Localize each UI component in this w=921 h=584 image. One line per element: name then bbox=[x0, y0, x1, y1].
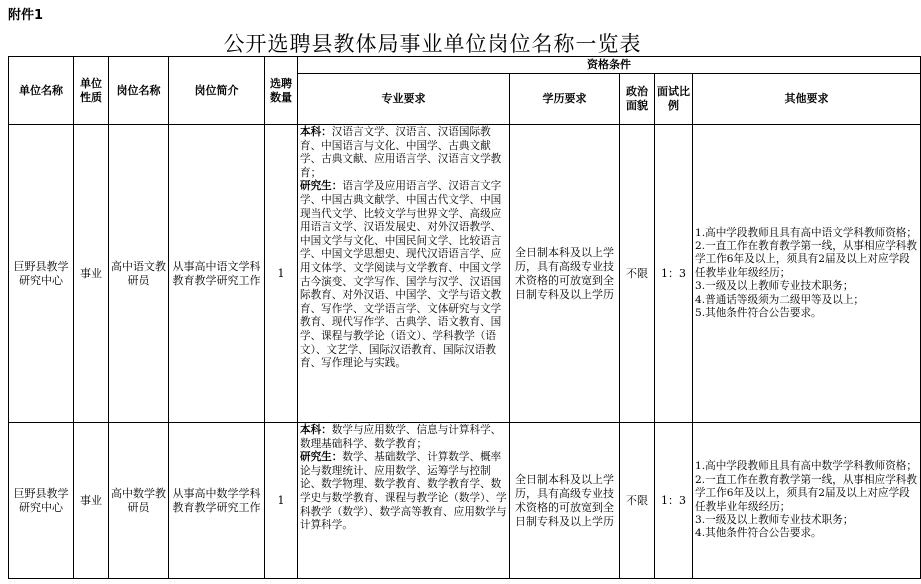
cell-post-intro: 从事高中语文学科教育教学研究工作 bbox=[169, 125, 265, 423]
cell-unit-type: 事业 bbox=[74, 423, 109, 579]
other-item: 3.一级及以上教师专业技术职务； bbox=[695, 280, 854, 293]
positions-table bbox=[8, 56, 921, 579]
cell-education: 全日制本科及以上学历，具有高级专业技术资格的可放宽到全日制专科及以上学历 bbox=[510, 423, 620, 579]
header-education: 学历要求 bbox=[510, 74, 620, 125]
header-quota: 选聘数量 bbox=[265, 57, 298, 125]
undergrad-majors: 数学与应用数学、信息与计算科学、数理基础科学、数学教育； bbox=[300, 424, 502, 450]
cell-other bbox=[693, 423, 921, 579]
header-unit-name: 单位名称 bbox=[9, 57, 74, 125]
undergrad-label: 本科： bbox=[300, 424, 332, 436]
cell-post-intro: 从事高中数学学科教育教学研究工作 bbox=[169, 423, 265, 579]
other-item: 4.普通话等级须为二级甲等及以上； bbox=[695, 293, 865, 306]
other-item: 1.高中学段教师且具有高中语文学科教师资格； bbox=[695, 226, 917, 239]
cell-unit-type: 事业 bbox=[74, 125, 109, 423]
cell-unit-name: 巨野县教学研究中心 bbox=[9, 423, 74, 579]
other-item: 5.其他条件符合公告要求。 bbox=[695, 307, 822, 320]
cell-political: 不限 bbox=[620, 423, 655, 579]
header-qualifications: 资格条件 bbox=[298, 57, 921, 74]
cell-major bbox=[298, 125, 510, 423]
table-row bbox=[9, 125, 921, 423]
grad-majors: 数学、基础数学、计算数学、概率论与数理统计、应用数学、运筹学与控制论、数学物理、数学教育、数学教育学、数学史与数学教育、课程与教学论（数学）、学科教学（数学）、数学高等教育、应用数学与计算科学。 bbox=[300, 451, 507, 532]
other-item: 3.一级及以上教师专业技术职务； bbox=[695, 513, 854, 526]
other-item: 1.高中学段教师且具有高中数学学科教师资格； bbox=[695, 460, 917, 473]
cell-political: 不限 bbox=[620, 125, 655, 423]
attachment-label: 附件1 bbox=[8, 8, 44, 23]
header-interview-ratio: 面试比例 bbox=[655, 74, 693, 125]
header-unit-type: 单位性质 bbox=[74, 57, 109, 125]
header-major: 专业要求 bbox=[298, 74, 510, 125]
undergrad-majors: 汉语言文学、汉语言、汉语国际教育、中国语言与文化、中国学、古典文献学、古典文献、应用语言学、汉语言文学教育； bbox=[300, 126, 502, 179]
grad-label: 研究生： bbox=[300, 180, 343, 193]
cell-interview-ratio: 1：3 bbox=[655, 423, 693, 579]
cell-interview-ratio: 1：3 bbox=[655, 125, 693, 423]
table-row bbox=[9, 423, 921, 579]
cell-other bbox=[693, 125, 921, 423]
cell-quota: 1 bbox=[265, 423, 298, 579]
grad-majors: 语言学及应用语言学、汉语言文字学、中国古典文献学、中国古代文学、中国现当代文学、比较文学与世界文学、高级应用语言文学、汉语发展史、对外汉语教学、中国文学与文化、中国民间文学、比较语言学、中国文学思想史、现代汉语语言学、应用文体学、文学阅读与文学教育、中国文学古今演变、文学写作、国学与汉学、汉语国际教育、对外汉语、中国学、文学与语文教育、写作学、文学语言学、文体研究与文学教育、现代写作学、古典学、语文教育、国学、课程与教学论（语文）、学科教学（语文）、文艺学、国际汉语教育、国际汉语教育、写作理论与实践。 bbox=[300, 180, 502, 370]
header-other: 其他要求 bbox=[693, 74, 921, 125]
cell-quota: 1 bbox=[265, 125, 298, 423]
header-post-name: 岗位名称 bbox=[109, 57, 169, 125]
other-item: 2.一直工作在教育教学第一线，从事相应学科教学工作6年及以上，须具有2届及以上对应学段任教毕业年级经历； bbox=[695, 473, 917, 513]
undergrad-label: 本科： bbox=[300, 126, 332, 138]
page-title: 公开选聘县教体局事业单位岗位名称一览表 bbox=[223, 32, 642, 56]
other-item: 4.其他条件符合公告要求。 bbox=[695, 527, 822, 540]
header-political: 政治面貌 bbox=[620, 74, 655, 125]
cell-post-name: 高中数学教研员 bbox=[109, 423, 169, 579]
cell-education: 全日制本科及以上学历，具有高级专业技术资格的可放宽到全日制专科及以上学历 bbox=[510, 125, 620, 423]
cell-post-name: 高中语文教研员 bbox=[109, 125, 169, 423]
cell-unit-name: 巨野县教学研究中心 bbox=[9, 125, 74, 423]
cell-major bbox=[298, 423, 510, 579]
header-post-intro: 岗位简介 bbox=[169, 57, 265, 125]
other-item: 2.一直工作在教育教学第一线，从事相应学科教学工作6年及以上，须具有2届及以上对应学段任教毕业年级经历； bbox=[695, 239, 917, 279]
grad-label: 研究生： bbox=[300, 451, 343, 464]
